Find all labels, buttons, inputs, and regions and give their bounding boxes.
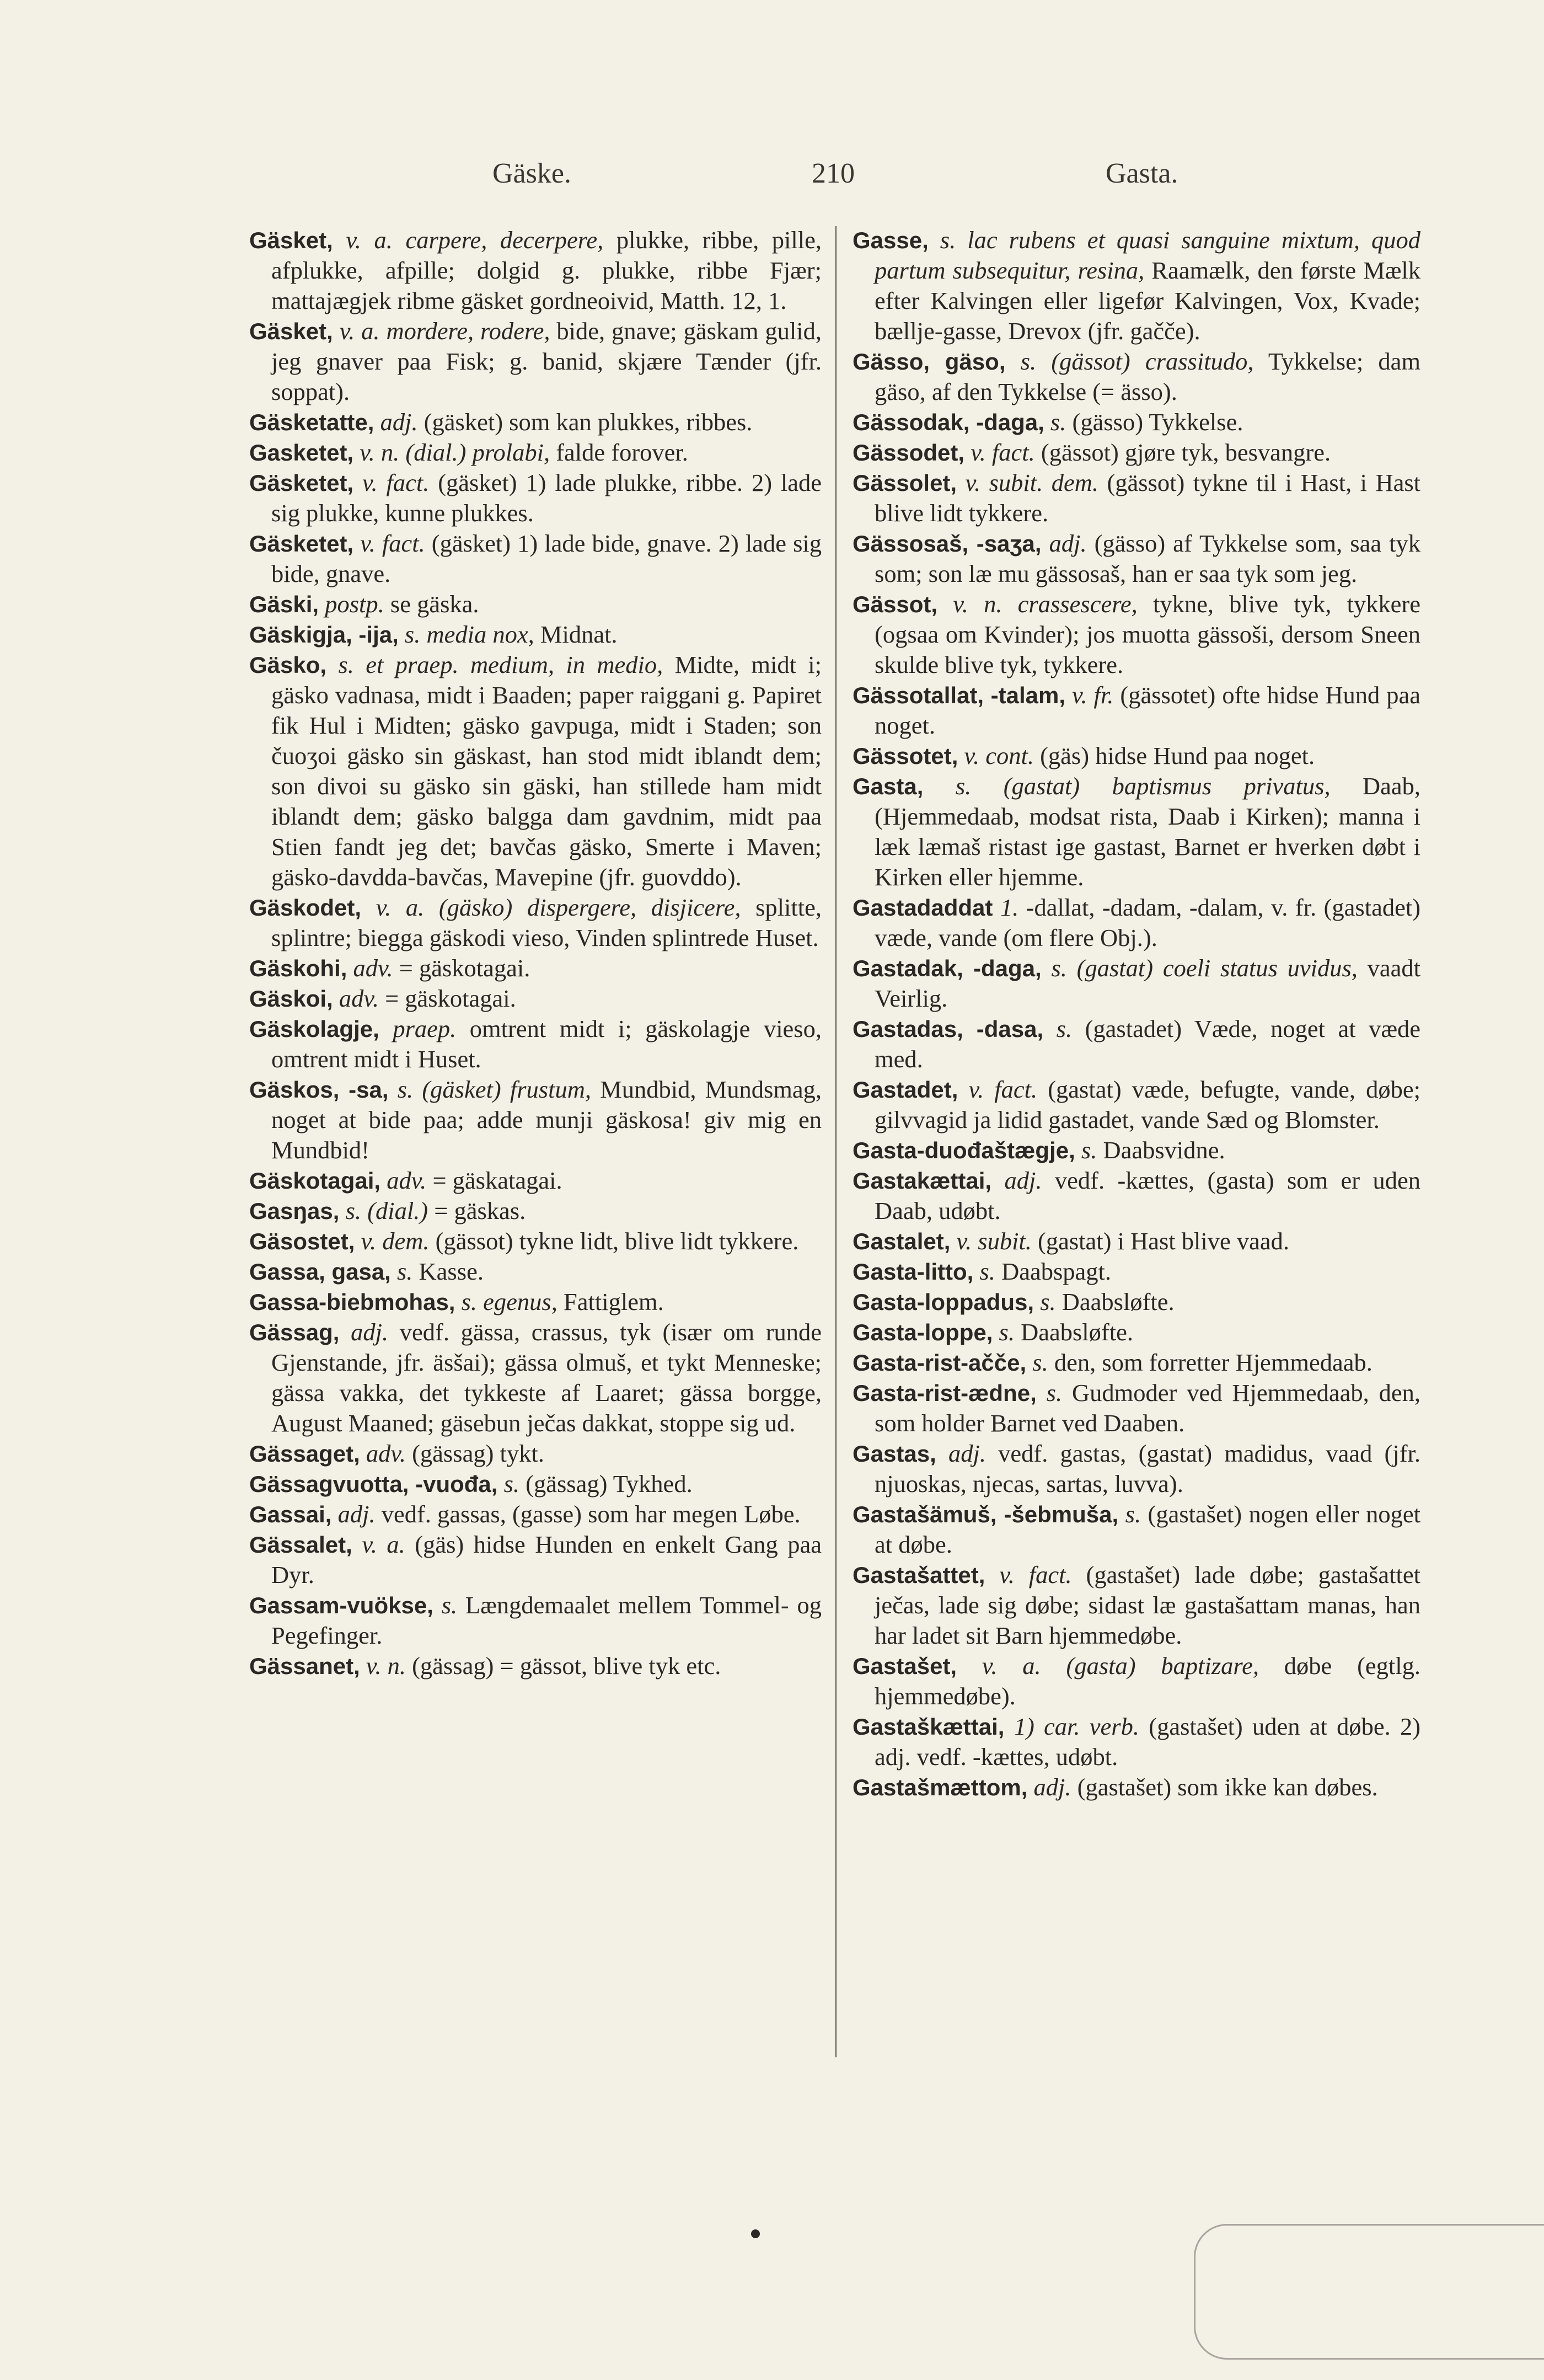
dictionary-entry [853, 1560, 1420, 1651]
headword: Gäsketatte, [249, 409, 374, 435]
running-head-right: Gasta. [1106, 158, 1178, 189]
dictionary-entry [249, 225, 822, 316]
headword: Gässo, gäso, [853, 349, 1006, 375]
definition: (gässag) = gässot, blive tyk etc. [412, 1652, 721, 1680]
dictionary-entry [249, 1438, 822, 1469]
grammar-label: adj. [1004, 1167, 1042, 1194]
grammar-label: v. cont. [964, 742, 1034, 769]
headword: Gassai, [249, 1501, 332, 1527]
headword: Gasta-duođaštægje, [853, 1137, 1075, 1163]
grammar-label: v. [362, 469, 378, 496]
grammar-label: adj. [948, 1440, 986, 1467]
library-stamp-outline [1194, 2224, 1544, 2360]
grammar-label: adv. [339, 985, 379, 1012]
headword: Gäskos, -sa, [249, 1077, 389, 1103]
definition: Daabsvidne. [1103, 1136, 1225, 1164]
headword: Gastadaddat [853, 895, 993, 921]
headword: Gäsketet, [249, 531, 354, 557]
definition: Længdemaalet mellem Tommel- og Pegefinger. [271, 1591, 822, 1649]
grammar-label: (gastat) coeli status uvidus, [1076, 954, 1358, 982]
grammar-label: (gastat) baptismus privatus, [1003, 772, 1331, 800]
definition: Daabspagt. [1001, 1258, 1112, 1285]
definition: -dallat, -dadam, -dalam, v. fr. (gastadet) væde, vande (om flere Obj.). [875, 894, 1421, 951]
grammar-label: subit. dem. [989, 469, 1098, 496]
headword: Gäsketet, [249, 470, 354, 496]
headword: Gasketet, [249, 440, 354, 466]
definition: (gastašet) uden at døbe. 2) adj. vedf. -kættes, udøbt. [875, 1713, 1421, 1771]
grammar-label: s. [396, 1258, 413, 1285]
grammar-label: v. [965, 469, 981, 496]
headword: Gäsostet, [249, 1228, 355, 1254]
dictionary-entry [853, 1438, 1420, 1499]
dictionary-entry [249, 1287, 822, 1317]
definition: (gässag) tykt. [412, 1440, 544, 1467]
headword: Gässodet, [853, 440, 965, 466]
dictionary-entry [853, 346, 1420, 407]
running-head-left: Gäske. [492, 158, 571, 189]
dictionary-entry [249, 1469, 822, 1499]
headword: Gastadak, -daga, [853, 955, 1042, 981]
headword: Gässodak, -daga, [853, 409, 1044, 435]
headword: Gassa-biebmohas, [249, 1289, 455, 1315]
dictionary-entry [853, 407, 1420, 437]
headword: Gäsket, [249, 318, 333, 344]
definition: (gäs) hidse Hunden en enkelt Gang paa Dyr. [271, 1531, 822, 1589]
definition: Raamælk, den første Mælk efter Kalvingen eller ligefør Kalvingen, Vox, Kvade; bællje-gasse, Drevox (jfr. gačče). [875, 256, 1421, 345]
grammar-label: lac rubens et quasi sanguine mixtum, quod partum subsequitur, resina, [875, 226, 1421, 284]
headword: Gässotet, [853, 743, 958, 769]
grammar-label: s. [1046, 1379, 1063, 1406]
definition: = gäskotagai. [399, 954, 530, 982]
grammar-label: s. [1056, 1015, 1073, 1042]
dictionary-entry [249, 1651, 822, 1681]
grammar-label: crassescere, [1017, 590, 1138, 618]
grammar-label: s. (dial.) [345, 1197, 428, 1224]
column-divider [835, 226, 837, 2057]
definition: døbe (egtlg. hjemmedøbe). [875, 1652, 1421, 1710]
dictionary-entry [853, 1074, 1420, 1135]
dictionary-entry [853, 892, 1420, 953]
definition: (gäsket) 1) lade plukke, ribbe. 2) lade sig plukke, kunne plukkes. [271, 469, 822, 527]
grammar-label: v. [956, 1227, 972, 1255]
dictionary-entry [853, 437, 1420, 468]
definition: Daabsløfte. [1062, 1288, 1175, 1315]
dictionary-entry [853, 1287, 1420, 1317]
definition: omtrent midt i; gäskolagje vieso, omtrent midt i Huset. [271, 1015, 822, 1073]
definition: se gäska. [390, 590, 479, 618]
definition: vaadt Veirlig. [875, 954, 1421, 1012]
dictionary-entry [249, 650, 822, 892]
headword: Gäskohi, [249, 955, 347, 981]
grammar-label: subit. [978, 1227, 1032, 1255]
headword: Gasŋas, [249, 1198, 340, 1224]
dictionary-entry [249, 1196, 822, 1226]
grammar-label: adv. [387, 1167, 427, 1194]
definition: (gässotet) ofte hidse Hund paa noget. [875, 681, 1421, 739]
definition: (gässot) tykne til i Hast, i Hast blive lidt tykkere. [875, 469, 1421, 527]
headword: Gäskigja, -ija, [249, 622, 399, 648]
headword: Gässosaš, -saʒa, [853, 531, 1042, 557]
grammar-label: s. [397, 1076, 414, 1103]
headword: Gastašämuš, -šebmuša, [853, 1501, 1119, 1527]
definition: (gässo) af Tykkelse som, saa tyk som; son læ mu gässosaš, han er saa tyk som jeg. [875, 530, 1421, 587]
grammar-label: v. n. [953, 590, 1002, 618]
dictionary-entry [853, 1165, 1420, 1226]
dictionary-entry [853, 680, 1420, 741]
dictionary-entry [249, 619, 822, 650]
dictionary-entry [249, 1014, 822, 1074]
dictionary-entry [249, 316, 822, 407]
grammar-label: s. [404, 621, 421, 648]
grammar-label: (gasta) baptizare, [1066, 1652, 1259, 1680]
dictionary-entry [853, 1499, 1420, 1560]
definition: (gastašet) lade døbe; gastašattet ječas, lade sig døbe; sidast læ gastašattam manas, han har ladet sit Barn hjemmedøbe. [875, 1561, 1421, 1649]
grammar-label: v. fr. [1071, 681, 1114, 709]
headword: Gässotallat, -talam, [853, 682, 1065, 708]
grammar-label: adj. [380, 408, 418, 436]
headword: Gässag, [249, 1319, 340, 1345]
grammar-label: (gäsket) frustum, [422, 1076, 591, 1103]
dictionary-entry [249, 983, 822, 1014]
definition: = gäskatagai. [432, 1167, 562, 1194]
headword: Gasta, [853, 773, 924, 799]
definition: Daabsløfte. [1021, 1318, 1133, 1346]
dictionary-entry [249, 1529, 822, 1590]
headword: Gäsko, [249, 652, 327, 678]
definition: (gäs) hidse Hund paa noget. [1040, 742, 1315, 769]
grammar-label: prolabi, [472, 438, 550, 466]
grammar-label: adj. [337, 1500, 376, 1528]
headword: Gasta-loppadus, [853, 1289, 1034, 1315]
page-number: 210 [812, 158, 855, 189]
dictionary-entry [853, 741, 1420, 771]
definition: falde forover. [556, 438, 688, 466]
grammar-label: v. n. (dial.) [360, 438, 467, 466]
headword: Gastadet, [853, 1077, 958, 1103]
definition: plukke, ribbe, pille, afplukke, afpille; dolgid g. plukke, ribbe Fjær; mattajægjek ribme gäsket gordneoivid, Matth. 12, 1. [271, 226, 822, 314]
dictionary-entry [853, 1378, 1420, 1438]
grammar-label: s. [1125, 1500, 1141, 1528]
grammar-label: v. dem. [361, 1227, 430, 1255]
grammar-label: fact. [382, 530, 425, 557]
headword: Gässaget, [249, 1441, 360, 1467]
headword: Gässolet, [853, 470, 957, 496]
grammar-label: s. [940, 226, 956, 254]
dictionary-entry [853, 468, 1420, 528]
right-column [853, 225, 1420, 1803]
dictionary-entry [249, 407, 822, 437]
definition: Gudmoder ved Hjemmedaab, den, som holder Barnet ved Daaben. [875, 1379, 1421, 1437]
grammar-label: fact. [994, 1076, 1038, 1103]
grammar-label: adj. [1033, 1773, 1071, 1801]
grammar-label: s. [1040, 1288, 1056, 1315]
grammar-label: adv. [366, 1440, 406, 1467]
grammar-label: egenus, [483, 1288, 557, 1315]
dictionary-entry [853, 1014, 1420, 1074]
definition: (gastadet) Væde, noget at væde med. [875, 1015, 1421, 1073]
headword: Gässalet, [249, 1532, 352, 1558]
dictionary-entry [853, 225, 1420, 346]
definition: (gastat) i Hast blive vaad. [1038, 1227, 1290, 1255]
definition: vedf. gässa, crassus, tyk (især om runde Gjenstande, jfr. äsšai); gässa olmuš, et tykt Menneske; gässa vakka, det tykkeste af Laaret; gässa borgge, August Maaned; gäsebun ječas dakkat, stoppe sig ud. [271, 1318, 822, 1437]
definition: (gastat) væde, befugte, vande, døbe; gilvvagid ja lidid gastadet, vande Sæd og Blomster. [875, 1076, 1421, 1133]
dictionary-entry [853, 1317, 1420, 1347]
headword: Gäskotagai, [249, 1168, 381, 1194]
headword: Gastalet, [853, 1228, 951, 1254]
definition: (gastašet) som ikke kan døbes. [1077, 1773, 1378, 1801]
grammar-label: v. a. [982, 1652, 1041, 1680]
definition: (gäsket) som kan plukkes, ribbes. [423, 408, 753, 436]
grammar-label: v. a. [362, 1531, 405, 1558]
headword: Gasta-rist-ædne, [853, 1380, 1037, 1406]
grammar-label: fact. [386, 469, 430, 496]
definition: tykne, blive tyk, tykkere (ogsaa om Kvinder); jos muotta gässoši, dersom Sneen skulde blive tyk, tykkere. [875, 590, 1421, 678]
definition: vedf. gassas, (gasse) som har megen Løbe. [381, 1500, 801, 1528]
grammar-label: fact. [1028, 1561, 1072, 1589]
dictionary-entry [853, 1347, 1420, 1378]
grammar-label: (gässot) crassitudo, [1051, 347, 1254, 375]
dictionary-entry [853, 1256, 1420, 1287]
grammar-label: adj. [351, 1318, 389, 1346]
grammar-label: et praep. medium, in medio, [366, 651, 663, 678]
headword: Gäskodet, [249, 895, 362, 921]
headword: Gasta-litto, [853, 1259, 974, 1285]
dictionary-entry [249, 437, 822, 468]
grammar-label: s. [461, 1288, 478, 1315]
headword: Gastaškættai, [853, 1714, 1005, 1740]
grammar-label: s. [999, 1318, 1015, 1346]
headword: Gasta-loppe, [853, 1319, 993, 1345]
grammar-label: mordere, rodere, [386, 317, 550, 345]
page-header [0, 157, 1544, 201]
definition: (gässot) tykne lidt, blive lidt tykkere. [435, 1227, 799, 1255]
grammar-label: s. [1051, 954, 1067, 982]
headword: Gassam-vuökse, [249, 1592, 433, 1618]
grammar-label: s. [1032, 1349, 1048, 1376]
definition: Mundbid, Mundsmag, noget at bide paa; adde munji gäskosa! giv mig en Mundbid! [271, 1076, 822, 1164]
definition: den, som forretter Hjemmedaab. [1054, 1349, 1373, 1376]
headword: Gasta-rist-ačče, [853, 1350, 1027, 1376]
headword: Gässagvuotta, -vuođa, [249, 1471, 498, 1497]
dictionary-entry [249, 1074, 822, 1165]
dictionary-entry [853, 1135, 1420, 1165]
headword: Gassa, gasa, [249, 1259, 391, 1285]
grammar-label: car. verb. [1044, 1713, 1139, 1740]
grammar-label: media nox, [426, 621, 534, 648]
grammar-label: adv. [353, 954, 393, 982]
grammar-label: v. a. [376, 894, 425, 921]
dictionary-entry [853, 1651, 1420, 1712]
grammar-label: (gäsko) dispergere, disjicere, [438, 894, 741, 921]
dictionary-entry [249, 528, 822, 589]
grammar-label: v. [968, 1076, 984, 1103]
grammar-label: adj. [1049, 530, 1087, 557]
grammar-label: v. [999, 1561, 1015, 1589]
dictionary-entry [853, 771, 1420, 892]
headword: Gäskolagje, [249, 1016, 379, 1042]
headword: Gastašet, [853, 1653, 957, 1679]
grammar-label: 1) [1014, 1713, 1034, 1740]
definition: bide, gnave; gäskam gulid, jeg gnaver paa Fisk; g. banid, skjære Tænder (jfr. soppat). [271, 317, 822, 405]
dictionary-entry [853, 589, 1420, 680]
dictionary-entry [249, 1590, 822, 1651]
dictionary-entry [249, 1317, 822, 1438]
definition: (gässo) Tykkelse. [1072, 408, 1243, 436]
dictionary-entry [249, 892, 822, 953]
definition: Daab, (Hjemmedaab, modsat rista, Daab i Kirken); manna i læk læmaš ristast ige gastast, Barnet er hverken døbt i Kirken eller hjemme. [875, 772, 1421, 891]
headword: Gastakættai, [853, 1168, 992, 1194]
dictionary-entry [249, 1499, 822, 1529]
grammar-label: praep. [393, 1015, 457, 1042]
definition: splitte, splintre; biegga gäskodi vieso, Vinden splintrede Huset. [271, 894, 822, 951]
definition: Tykkelse; dam gäso, af den Tykkelse (= ässo). [875, 347, 1421, 405]
grammar-label: s. [1050, 408, 1066, 436]
headword: Gäski, [249, 591, 319, 617]
headword: Gastašattet, [853, 1562, 985, 1588]
dictionary-entry [853, 528, 1420, 589]
ink-dot [751, 2229, 760, 2238]
headword: Gäskoi, [249, 986, 333, 1012]
headword: Gässot, [853, 591, 938, 617]
grammar-label: v. a. [339, 317, 380, 345]
grammar-label: s. [979, 1258, 995, 1285]
grammar-label: carpere, decerpere, [405, 226, 604, 254]
definition: = gäskotagai. [385, 985, 516, 1012]
dictionary-entry [853, 1226, 1420, 1256]
dictionary-entry [249, 1256, 822, 1287]
grammar-label: v. n. [366, 1652, 406, 1680]
dictionary-entry [853, 1712, 1420, 1772]
definition: Kasse. [419, 1258, 484, 1285]
grammar-label: v. a. [346, 226, 393, 254]
grammar-label: v. fact. [971, 438, 1035, 466]
dictionary-entry [249, 1226, 822, 1256]
headword: Gastašmættom, [853, 1774, 1028, 1800]
grammar-label: s. [1020, 347, 1037, 375]
grammar-label: s. [1081, 1136, 1097, 1164]
dictionary-entry [249, 468, 822, 528]
dictionary-entry [249, 953, 822, 983]
grammar-label: s. [441, 1591, 458, 1619]
headword: Gässanet, [249, 1653, 360, 1679]
dictionary-entry [853, 1772, 1420, 1803]
grammar-label: postp. [325, 590, 384, 618]
definition: Midnat. [540, 621, 618, 648]
dictionary-entry [853, 953, 1420, 1014]
definition: (gässag) Tykhed. [526, 1470, 693, 1497]
grammar-label: v. [360, 530, 376, 557]
definition: (gäsket) 1) lade bide, gnave. 2) lade sig bide, gnave. [271, 530, 822, 587]
headword: Gastadas, -dasa, [853, 1016, 1044, 1042]
headword: Gasse, [853, 227, 929, 253]
grammar-label: s. [955, 772, 972, 800]
headword: Gäsket, [249, 227, 333, 253]
definition: vedf. -kættes, (gasta) som er uden Daab, udøbt. [875, 1167, 1420, 1224]
definition: Midte, midt i; gäsko vadnasa, midt i Baaden; paper raiggani g. Papiret fik Hul i Midten; gäsko gavpuga, midt i Staden; son čuoʒoi gäsko sin gäskast, han stod midt iblandt dem; son divoi su gäsko sin gäski, han stillede ham midt iblandt dem; gäsko balgga dam gavdnim, midt paa Stien fandt jeg det; bavčas gäsko, Smerte i Maven; gäsko-davdda-bavčas, Mavepine (jfr. guovddo). [271, 651, 822, 891]
grammar-label: s. [338, 651, 354, 678]
dictionary-entry [249, 589, 822, 619]
grammar-label: 1. [1000, 894, 1019, 921]
definition: Fattiglem. [564, 1288, 664, 1315]
definition: (gässot) gjøre tyk, besvangre. [1041, 438, 1331, 466]
grammar-label: s. [503, 1470, 520, 1497]
definition: vedf. gastas, (gastat) madidus, vaad (jfr. njuoskas, njecas, sartas, luvva). [875, 1440, 1420, 1497]
headword: Gastas, [853, 1441, 936, 1467]
definition: = gäskas. [434, 1197, 526, 1224]
dictionary-entry [249, 1165, 822, 1196]
left-column [249, 225, 822, 1681]
definition: (gastašet) nogen eller noget at døbe. [875, 1500, 1421, 1558]
